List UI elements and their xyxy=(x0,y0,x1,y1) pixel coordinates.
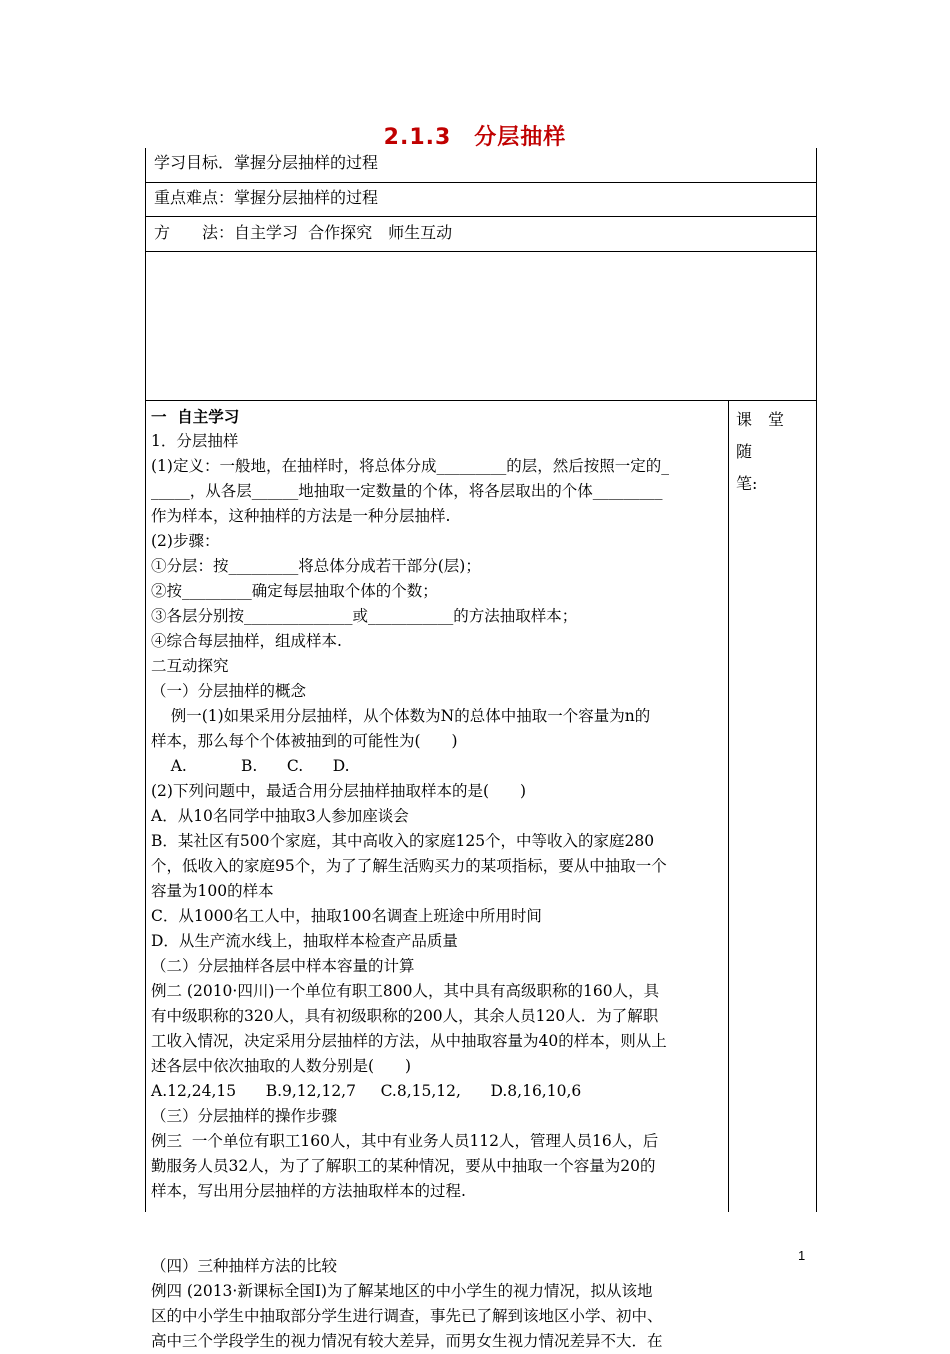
content-line: 有中级职称的320人，具有初级职称的200人，其余人员120人．为了解职 xyxy=(151,1007,659,1025)
column-divider xyxy=(728,400,729,1212)
content-line: B．某社区有500个家庭，其中高收入的家庭125个，中等收入的家庭280 xyxy=(151,832,655,850)
content-line: 1．分层抽样 xyxy=(151,432,239,450)
content-line: 样本，那么每个个体被抽到的可能性为( ) xyxy=(151,732,458,750)
content-line: （二）分层抽样各层中样本容量的计算 xyxy=(151,957,415,975)
main-content xyxy=(151,404,721,1354)
content-line: 高中三个学段学生的视力情况有较大差异，而男女生视力情况差异不大．在 xyxy=(151,1332,663,1350)
content-line: （三）分层抽样的操作步骤 xyxy=(151,1107,338,1125)
content-line: A．从10名同学中抽取3人参加座谈会 xyxy=(151,807,409,825)
worksheet-table xyxy=(145,148,817,1350)
content-line: 样本，写出用分层抽样的方法抽取样本的过程. xyxy=(151,1182,466,1200)
content-line: ③各层分别按______________或___________的方法抽取样本； xyxy=(151,607,578,625)
page-number: 1 xyxy=(798,1248,806,1263)
content-line: (2)步骤： xyxy=(151,532,220,550)
row-divider xyxy=(146,251,816,252)
content-line: (1)定义：一般地，在抽样时，将总体分成_________的层，然后按照一定的_ xyxy=(151,457,669,475)
side-note-line1: 课 堂 随 xyxy=(736,410,801,461)
row-divider xyxy=(146,182,816,183)
content-line: 二互动探究 xyxy=(151,657,229,675)
content-line: 一 自主学习 xyxy=(151,407,240,426)
content-line: ①分层：按_________将总体分成若干部分(层)； xyxy=(151,557,481,575)
content-line xyxy=(151,1229,721,1254)
content-line: _____，从各层______地抽取一定数量的个体，将各层取出的个体_________ xyxy=(151,482,663,500)
content-line: 例三 一个单位有职工160人，其中有业务人员112人，管理人员16人，后 xyxy=(151,1132,659,1150)
side-note xyxy=(736,404,810,500)
content-line: 例一(1)如果采用分层抽样，从个体数为N的总体中抽取一个容量为n的 xyxy=(151,707,651,725)
row-divider xyxy=(146,400,816,401)
content-line: 区的中小学生中抽取部分学生进行调查，事先已了解到该地区小学、初中、 xyxy=(151,1307,663,1325)
page-title: 2.1.3 分层抽样 xyxy=(383,125,567,150)
key-difficulty: 重点难点：掌握分层抽样的过程 xyxy=(154,188,379,207)
content-line: A.12,24,15 B.9,12,12,7 C.8,15,12, D.8,16,10,6 xyxy=(151,1082,582,1100)
content-line: 作为样本，这种抽样的方法是一种分层抽样. xyxy=(151,507,451,525)
content-line: (2)下列问题中，最适合用分层抽样抽取样本的是( ) xyxy=(151,782,527,800)
content-line: 个，低收入的家庭95个，为了了解生活购买力的某项指标，要从中抽取一个 xyxy=(151,857,667,875)
content-line xyxy=(151,1204,721,1229)
content-line: C．从1000名工人中，抽取100名调查上班途中所用时间 xyxy=(151,907,542,925)
learning-objective: 学习目标．掌握分层抽样的过程 xyxy=(154,153,379,172)
content-line: 述各层中依次抽取的人数分别是( ) xyxy=(151,1057,412,1075)
content-line: 勤服务人员32人，为了了解职工的某种情况，要从中抽取一个容量为20的 xyxy=(151,1157,656,1175)
content-line: ②按_________确定每层抽取个体的个数； xyxy=(151,582,438,600)
side-note-line2: 笔: xyxy=(736,474,758,493)
content-line: （四）三种抽样方法的比较 xyxy=(151,1257,338,1275)
content-line: 例四 (2013·新课标全国Ⅰ)为了解某地区的中小学生的视力情况，拟从该地 xyxy=(151,1282,653,1300)
content-line: A. B. C. D. xyxy=(151,757,350,775)
content-line: D．从生产流水线上，抽取样本检查产品质量 xyxy=(151,932,458,950)
content-line: （一）分层抽样的概念 xyxy=(151,682,307,700)
method: 方 法：自主学习 合作探究 师生互动 xyxy=(154,223,453,242)
content-line: ④综合每层抽样，组成样本. xyxy=(151,632,342,650)
content-line: 工收入情况，决定采用分层抽样的方法，从中抽取容量为40的样本，则从上 xyxy=(151,1032,667,1050)
row-divider xyxy=(146,216,816,217)
content-line: 容量为100的样本 xyxy=(151,882,274,900)
content-line: 例二 (2010·四川)一个单位有职工800人，其中具有高级职称的160人，具 xyxy=(151,982,660,1000)
